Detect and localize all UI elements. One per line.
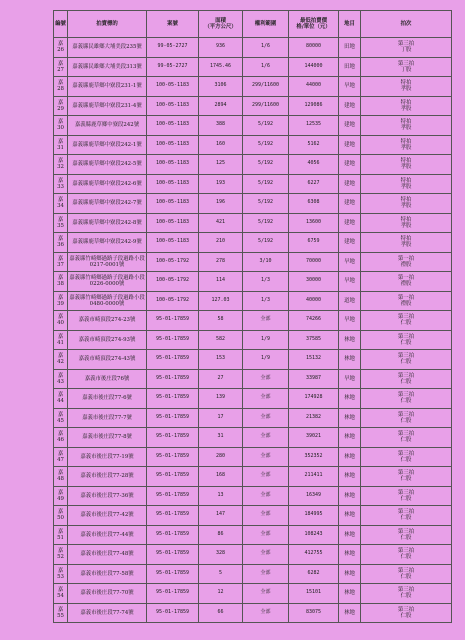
cell-subject: 嘉義市後庄段76號 [68, 369, 147, 389]
table-row [54, 291, 452, 311]
cell-area: 13 [199, 486, 243, 506]
cell-deed: 95-01-17859 [147, 428, 199, 448]
cell-area: 139 [199, 389, 243, 409]
cell-share: 5/192 [243, 135, 289, 155]
cell-land: 建地 [339, 213, 361, 233]
cell-land: 旱地 [339, 252, 361, 272]
cell-land: 林地 [339, 545, 361, 565]
cell-area: 278 [199, 252, 243, 272]
cell-subject: 嘉義市崎頂段274-23號 [68, 311, 147, 331]
header-subject: 拍賣標的 [68, 11, 147, 38]
cell-deed: 100-05-1183 [147, 213, 199, 233]
cell-no: 嘉31 [54, 135, 68, 155]
cell-subject: 嘉義縣竹崎鄉過路子段過路小段0217-0001號 [68, 252, 147, 272]
cell-deed: 95-01-17859 [147, 311, 199, 331]
cell-price: 74266 [289, 311, 339, 331]
cell-no: 嘉29 [54, 96, 68, 116]
cell-use: 第三拍 仁股 [361, 545, 452, 565]
cell-share: 全部 [243, 428, 289, 448]
cell-price: 33987 [289, 369, 339, 389]
cell-area: 127.03 [199, 291, 243, 311]
cell-use: 第一拍 禮股 [361, 272, 452, 292]
auction-land-table [53, 10, 452, 623]
cell-deed: 100-05-1183 [147, 135, 199, 155]
cell-price: 39021 [289, 428, 339, 448]
cell-area: 936 [199, 38, 243, 58]
cell-use: 第三拍 仁股 [361, 389, 452, 409]
cell-use: 第三拍 仁股 [361, 369, 452, 389]
cell-area: 280 [199, 447, 243, 467]
cell-use: 特拍 孝股 [361, 96, 452, 116]
cell-no: 嘉39 [54, 291, 68, 311]
cell-share: 1/3 [243, 291, 289, 311]
cell-area: 31 [199, 428, 243, 448]
cell-use: 第三拍 丁股 [361, 38, 452, 58]
cell-subject: 嘉義縣民雄鄉大埔美段313號 [68, 57, 147, 77]
cell-deed: 95-01-17859 [147, 584, 199, 604]
cell-price: 70000 [289, 252, 339, 272]
cell-land: 林地 [339, 486, 361, 506]
table-row [54, 311, 452, 331]
cell-share: 全部 [243, 408, 289, 428]
cell-price: 4056 [289, 155, 339, 175]
cell-deed: 100-05-1792 [147, 252, 199, 272]
cell-use: 第三拍 仁股 [361, 603, 452, 623]
cell-price: 30000 [289, 272, 339, 292]
cell-subject: 嘉義縣鹿草鄉中寮段231-1號 [68, 77, 147, 97]
table-row [54, 603, 452, 623]
cell-no: 嘉53 [54, 564, 68, 584]
cell-share: 1/6 [243, 38, 289, 58]
cell-price: 6282 [289, 564, 339, 584]
cell-use: 第三拍 仁股 [361, 408, 452, 428]
table-row [54, 116, 452, 136]
cell-no: 嘉35 [54, 213, 68, 233]
cell-deed: 95-01-17859 [147, 369, 199, 389]
cell-deed: 99-05-2727 [147, 57, 199, 77]
cell-area: 160 [199, 135, 243, 155]
header-land: 地目 [339, 11, 361, 38]
cell-deed: 95-01-17859 [147, 467, 199, 487]
cell-deed: 95-01-17859 [147, 350, 199, 370]
cell-area: 168 [199, 467, 243, 487]
cell-share: 1/3 [243, 272, 289, 292]
table-row [54, 96, 452, 116]
cell-no: 嘉32 [54, 155, 68, 175]
cell-share: 全部 [243, 584, 289, 604]
cell-subject: 嘉義市後庄段77-42號 [68, 506, 147, 526]
cell-share: 全部 [243, 525, 289, 545]
cell-price: 144000 [289, 57, 339, 77]
cell-price: 80000 [289, 38, 339, 58]
cell-land: 建地 [339, 174, 361, 194]
cell-subject: 嘉義市後庄段77-8號 [68, 428, 147, 448]
cell-price: 412755 [289, 545, 339, 565]
cell-land: 建地 [339, 233, 361, 253]
cell-land: 林地 [339, 350, 361, 370]
cell-area: 3106 [199, 77, 243, 97]
cell-deed: 95-01-17859 [147, 389, 199, 409]
cell-price: 44000 [289, 77, 339, 97]
cell-subject: 嘉義縣鹿草鄉中寮段231-4號 [68, 96, 147, 116]
table-row [54, 174, 452, 194]
header-row [54, 11, 452, 38]
cell-deed: 95-01-17859 [147, 525, 199, 545]
header-area: 面積 （平方公尺） [199, 11, 243, 38]
table-row [54, 330, 452, 350]
cell-deed: 95-01-17859 [147, 486, 199, 506]
cell-share: 3/10 [243, 252, 289, 272]
table-row [54, 38, 452, 58]
cell-use: 第三拍 仁股 [361, 330, 452, 350]
cell-deed: 100-05-1183 [147, 77, 199, 97]
cell-use: 第三拍 仁股 [361, 428, 452, 448]
cell-share: 5/192 [243, 194, 289, 214]
cell-use: 第三拍 仁股 [361, 525, 452, 545]
cell-subject: 嘉義市後庄段77-70號 [68, 584, 147, 604]
table-row [54, 77, 452, 97]
cell-no: 嘉52 [54, 545, 68, 565]
table-row [54, 486, 452, 506]
cell-no: 嘉41 [54, 330, 68, 350]
header-deed: 案號 [147, 11, 199, 38]
cell-price: 12535 [289, 116, 339, 136]
cell-subject: 嘉義縣竹崎鄉過路子段過路小段0226-0000號 [68, 272, 147, 292]
cell-area: 125 [199, 155, 243, 175]
cell-price: 174928 [289, 389, 339, 409]
table-body [54, 38, 452, 623]
cell-subject: 嘉義縣鹿草鄉中寮段242-9號 [68, 233, 147, 253]
cell-area: 1745.46 [199, 57, 243, 77]
cell-deed: 95-01-17859 [147, 330, 199, 350]
cell-no: 嘉44 [54, 389, 68, 409]
cell-no: 嘉36 [54, 233, 68, 253]
cell-deed: 95-01-17859 [147, 603, 199, 623]
table-row [54, 155, 452, 175]
cell-no: 嘉27 [54, 57, 68, 77]
cell-use: 第三拍 仁股 [361, 311, 452, 331]
cell-price: 352352 [289, 447, 339, 467]
cell-land: 林地 [339, 506, 361, 526]
cell-area: 421 [199, 213, 243, 233]
cell-deed: 100-05-1183 [147, 96, 199, 116]
cell-no: 嘉33 [54, 174, 68, 194]
cell-land: 田地 [339, 57, 361, 77]
cell-land: 建地 [339, 116, 361, 136]
cell-share: 5/192 [243, 233, 289, 253]
cell-use: 第一拍 禮股 [361, 252, 452, 272]
cell-area: 582 [199, 330, 243, 350]
cell-share: 全部 [243, 564, 289, 584]
cell-subject: 嘉義市後庄段77-48號 [68, 545, 147, 565]
cell-no: 嘉28 [54, 77, 68, 97]
cell-use: 特拍 孝股 [361, 213, 452, 233]
table-row [54, 350, 452, 370]
cell-land: 林地 [339, 389, 361, 409]
cell-no: 嘉38 [54, 272, 68, 292]
cell-use: 第三拍 仁股 [361, 447, 452, 467]
cell-subject: 嘉義縣民雄鄉大埔美段235號 [68, 38, 147, 58]
cell-price: 15132 [289, 350, 339, 370]
cell-use: 特拍 孝股 [361, 155, 452, 175]
cell-use: 特拍 孝股 [361, 233, 452, 253]
cell-no: 嘉43 [54, 369, 68, 389]
cell-use: 特拍 孝股 [361, 174, 452, 194]
cell-land: 田地 [339, 38, 361, 58]
cell-area: 193 [199, 174, 243, 194]
cell-use: 第三拍 丁股 [361, 57, 452, 77]
cell-price: 13600 [289, 213, 339, 233]
cell-use: 第三拍 仁股 [361, 350, 452, 370]
cell-land: 林地 [339, 525, 361, 545]
cell-share: 299/11600 [243, 77, 289, 97]
header-no: 編號 [54, 11, 68, 38]
cell-area: 86 [199, 525, 243, 545]
cell-deed: 100-05-1792 [147, 291, 199, 311]
header-share: 權利範圍 [243, 11, 289, 38]
table-row [54, 57, 452, 77]
cell-price: 129086 [289, 96, 339, 116]
cell-share: 5/192 [243, 116, 289, 136]
cell-land: 旱地 [339, 369, 361, 389]
cell-share: 全部 [243, 486, 289, 506]
table-row [54, 369, 452, 389]
cell-land: 建地 [339, 155, 361, 175]
cell-price: 6308 [289, 194, 339, 214]
header-price: 最低拍賣價 格/單位（元） [289, 11, 339, 38]
cell-deed: 95-01-17859 [147, 545, 199, 565]
cell-share: 全部 [243, 603, 289, 623]
cell-area: 58 [199, 311, 243, 331]
cell-share: 1/9 [243, 350, 289, 370]
cell-subject: 嘉義縣鹿草鄉中寮段242-6號 [68, 174, 147, 194]
cell-use: 特拍 孝股 [361, 77, 452, 97]
cell-subject: 嘉義市後庄段77-7號 [68, 408, 147, 428]
cell-subject: 嘉義縣鹿草鄉中寮段242-1號 [68, 135, 147, 155]
cell-area: 17 [199, 408, 243, 428]
cell-area: 388 [199, 116, 243, 136]
cell-deed: 100-05-1183 [147, 116, 199, 136]
cell-subject: 嘉義縣鹿草鄉中寮段242-7號 [68, 194, 147, 214]
cell-price: 40000 [289, 291, 339, 311]
cell-price: 5162 [289, 135, 339, 155]
cell-no: 嘉47 [54, 447, 68, 467]
cell-share: 全部 [243, 369, 289, 389]
cell-price: 108243 [289, 525, 339, 545]
table-row [54, 233, 452, 253]
cell-no: 嘉26 [54, 38, 68, 58]
cell-land: 林地 [339, 467, 361, 487]
cell-price: 16349 [289, 486, 339, 506]
cell-subject: 嘉義縣鹿草鄉中寮段242號 [68, 116, 147, 136]
cell-no: 嘉37 [54, 252, 68, 272]
cell-price: 211411 [289, 467, 339, 487]
cell-use: 第三拍 仁股 [361, 486, 452, 506]
cell-use: 第三拍 仁股 [361, 467, 452, 487]
cell-subject: 嘉義市後庄段77-58號 [68, 564, 147, 584]
cell-land: 建地 [339, 194, 361, 214]
table-row [54, 447, 452, 467]
cell-subject: 嘉義市後庄段77-36號 [68, 486, 147, 506]
cell-no: 嘉34 [54, 194, 68, 214]
cell-area: 114 [199, 272, 243, 292]
cell-share: 全部 [243, 506, 289, 526]
cell-no: 嘉48 [54, 467, 68, 487]
table-header [54, 11, 452, 38]
cell-use: 特拍 孝股 [361, 135, 452, 155]
cell-use: 特拍 孝股 [361, 116, 452, 136]
cell-land: 林地 [339, 584, 361, 604]
cell-use: 第三拍 仁股 [361, 584, 452, 604]
cell-area: 210 [199, 233, 243, 253]
cell-use: 第一拍 禮股 [361, 291, 452, 311]
cell-share: 5/192 [243, 155, 289, 175]
header-use: 拍次 [361, 11, 452, 38]
cell-deed: 100-05-1792 [147, 272, 199, 292]
cell-deed: 100-05-1183 [147, 155, 199, 175]
cell-no: 嘉40 [54, 311, 68, 331]
cell-deed: 100-05-1183 [147, 233, 199, 253]
cell-share: 全部 [243, 467, 289, 487]
cell-area: 12 [199, 584, 243, 604]
cell-use: 第三拍 仁股 [361, 564, 452, 584]
table-row [54, 135, 452, 155]
cell-subject: 嘉義市後庄段77-74號 [68, 603, 147, 623]
table-row [54, 584, 452, 604]
cell-price: 15101 [289, 584, 339, 604]
cell-deed: 95-01-17859 [147, 447, 199, 467]
cell-use: 特拍 孝股 [361, 194, 452, 214]
cell-land: 林地 [339, 408, 361, 428]
cell-area: 5 [199, 564, 243, 584]
cell-price: 6227 [289, 174, 339, 194]
cell-area: 196 [199, 194, 243, 214]
cell-price: 21382 [289, 408, 339, 428]
cell-area: 66 [199, 603, 243, 623]
cell-deed: 99-05-2727 [147, 38, 199, 58]
cell-land: 道地 [339, 291, 361, 311]
cell-use: 第三拍 仁股 [361, 506, 452, 526]
cell-area: 27 [199, 369, 243, 389]
cell-share: 1/9 [243, 330, 289, 350]
cell-share: 全部 [243, 545, 289, 565]
cell-deed: 100-05-1183 [147, 194, 199, 214]
cell-price: 6759 [289, 233, 339, 253]
cell-subject: 嘉義市崎頂段274-43號 [68, 350, 147, 370]
cell-share: 5/192 [243, 174, 289, 194]
cell-share: 5/192 [243, 213, 289, 233]
cell-subject: 嘉義市崎頂段274-93號 [68, 330, 147, 350]
cell-land: 旱地 [339, 272, 361, 292]
table-row [54, 408, 452, 428]
cell-subject: 嘉義縣鹿草鄉中寮段242-5號 [68, 155, 147, 175]
cell-price: 37585 [289, 330, 339, 350]
cell-subject: 嘉義市後庄段77-19號 [68, 447, 147, 467]
cell-area: 328 [199, 545, 243, 565]
cell-land: 建地 [339, 96, 361, 116]
cell-share: 1/6 [243, 57, 289, 77]
cell-no: 嘉30 [54, 116, 68, 136]
cell-land: 林地 [339, 428, 361, 448]
table-row [54, 272, 452, 292]
cell-deed: 95-01-17859 [147, 506, 199, 526]
cell-subject: 嘉義縣鹿草鄉中寮段242-8號 [68, 213, 147, 233]
cell-share: 全部 [243, 447, 289, 467]
cell-price: 184995 [289, 506, 339, 526]
cell-no: 嘉46 [54, 428, 68, 448]
cell-share: 全部 [243, 389, 289, 409]
cell-land: 建地 [339, 135, 361, 155]
cell-land: 林地 [339, 330, 361, 350]
cell-land: 旱地 [339, 311, 361, 331]
cell-price: 83075 [289, 603, 339, 623]
cell-no: 嘉55 [54, 603, 68, 623]
cell-land: 旱地 [339, 77, 361, 97]
cell-share: 全部 [243, 311, 289, 331]
cell-subject: 嘉義市後庄段77-6號 [68, 389, 147, 409]
cell-subject: 嘉義市後庄段77-28號 [68, 467, 147, 487]
table-row [54, 389, 452, 409]
cell-deed: 95-01-17859 [147, 564, 199, 584]
table-row [54, 545, 452, 565]
table-row [54, 506, 452, 526]
cell-deed: 95-01-17859 [147, 408, 199, 428]
cell-land: 林地 [339, 603, 361, 623]
cell-no: 嘉49 [54, 486, 68, 506]
table-row [54, 194, 452, 214]
cell-area: 2894 [199, 96, 243, 116]
cell-no: 嘉50 [54, 506, 68, 526]
cell-subject: 嘉義縣竹崎鄉過路子段過路小段0480-0000號 [68, 291, 147, 311]
table-row [54, 525, 452, 545]
cell-area: 147 [199, 506, 243, 526]
cell-deed: 100-05-1183 [147, 174, 199, 194]
cell-land: 林地 [339, 564, 361, 584]
cell-no: 嘉45 [54, 408, 68, 428]
table-row [54, 467, 452, 487]
cell-subject: 嘉義市後庄段77-44號 [68, 525, 147, 545]
cell-no: 嘉54 [54, 584, 68, 604]
table-row [54, 213, 452, 233]
cell-no: 嘉42 [54, 350, 68, 370]
table-row [54, 252, 452, 272]
cell-share: 299/11600 [243, 96, 289, 116]
cell-area: 153 [199, 350, 243, 370]
table-row [54, 428, 452, 448]
cell-land: 林地 [339, 447, 361, 467]
cell-no: 嘉51 [54, 525, 68, 545]
table-row [54, 564, 452, 584]
